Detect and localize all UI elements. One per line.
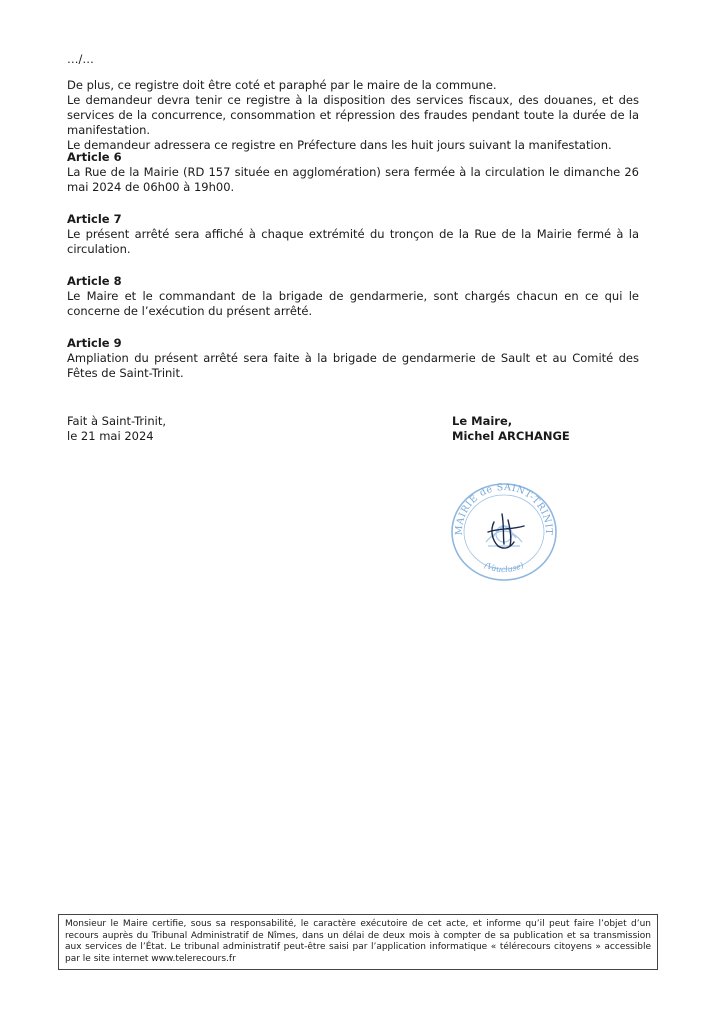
- intro-paragraph: Le demandeur devra tenir ce registre à la disposition des services fiscaux, des douanes, et des services de la concurrence, consommation et répression des fraudes pendant toute la durée de la manifestation.: [67, 93, 639, 137]
- continuation-mark: …/…: [67, 52, 94, 66]
- signatory-role: Le Maire,: [452, 414, 513, 428]
- articles-section: [67, 150, 639, 398]
- legal-notice-box: Monsieur le Maire certifie, sous sa responsabilité, le caractère exécutoire de cet acte, et informe qu’il peut faire l’objet d’un recours auprès du Tribunal Administratif de Nîmes, dans un délai de deux mois à compter de sa publication et sa transmission aux services de l’État. Le tribunal administratif peut-être saisi par l’application informatique « télérecours citoyens » accessible par le site internet www.telerecours.fr: [58, 914, 658, 970]
- article-text: La Rue de la Mairie (RD 157 située en agglomération) sera fermée à la circulation le dimanche 26 mai 2024 de 06h00 à 19h00.: [67, 165, 639, 194]
- intro-paragraph: Le demandeur adressera ce registre en Préfecture dans les huit jours suivant la manifestation.: [67, 138, 612, 152]
- signatory-block: [452, 414, 570, 444]
- article-text: Ampliation du présent arrêté sera faite à la brigade de gendarmerie de Sault et au Comité des Fêtes de Saint-Trinit.: [67, 351, 639, 380]
- article-9: [67, 336, 639, 381]
- article-7: [67, 212, 639, 257]
- article-title: Article 6: [67, 150, 122, 164]
- svg-text:(Vaucluse): [483, 561, 525, 574]
- stamp-seal-icon: [448, 480, 560, 584]
- intro-paragraph: De plus, ce registre doit être coté et paraphé par le maire de la commune.: [67, 78, 497, 92]
- article-8: [67, 274, 639, 319]
- place-line: Fait à Saint-Trinit,: [67, 414, 167, 428]
- date-line: le 21 mai 2024: [67, 429, 154, 443]
- article-text: Le présent arrêté sera affiché à chaque extrémité du tronçon de la Rue de la Mairie fermé à la circulation.: [67, 227, 639, 256]
- article-title: Article 8: [67, 274, 122, 288]
- intro-section: [67, 78, 639, 153]
- article-text: Le Maire et le commandant de la brigade de gendarmerie, sont chargés chacun en ce qui le concerne de l’exécution du présent arrêté.: [67, 289, 639, 318]
- article-6: [67, 150, 639, 195]
- stamp-top-text: MAIRIE de SAINT-TRINIT: [453, 481, 555, 536]
- stamp-bottom-text: (Vaucluse): [482, 560, 526, 575]
- mairie-stamp-with-signature: [448, 480, 560, 584]
- signatory-name: Michel ARCHANGE: [452, 429, 570, 443]
- article-title: Article 9: [67, 336, 122, 350]
- article-title: Article 7: [67, 212, 122, 226]
- place-date: [67, 414, 166, 444]
